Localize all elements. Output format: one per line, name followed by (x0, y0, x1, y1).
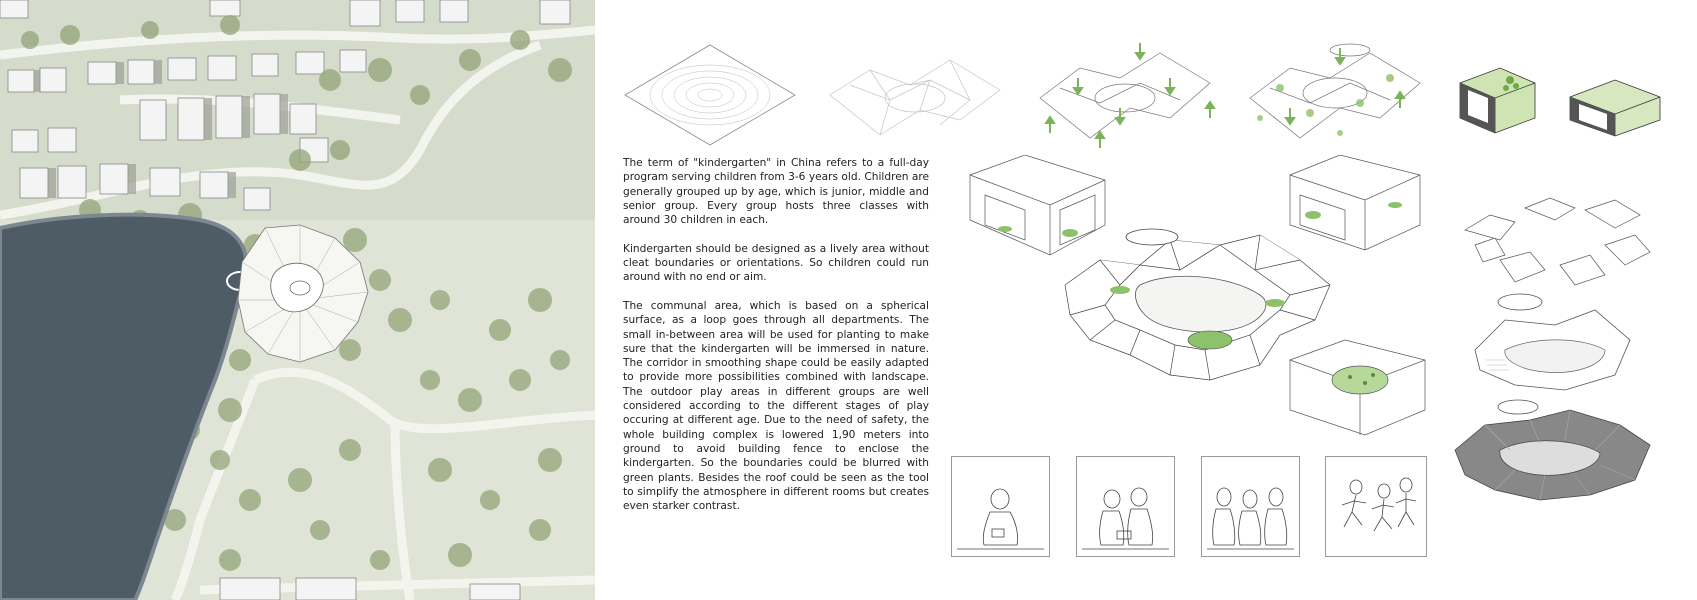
description-paragraph-3: The communal area, which is based on a spherical surface, as a loop goes through all departments. The small in-between area will be used for planting to make sure that the kindergarten will be immersed in nature. The corridor in smoothing shape could be easily adapted to provide more possibilities combined with landscape. The outdoor play areas in different groups are well considered according to the different stages of play occuring at different age. Due to the need of safety, the whole building complex is lowered 1,90 meters into ground to avoid building fence to enclose the kindergarten. So the boundaries could be blurred with green plants. Besides the roof could be seen as the tool to simplify the atmosphere in different rooms but creates even starker contrast. (623, 299, 929, 513)
process-step-roof-grid-diagram (820, 40, 1010, 150)
sketch-frame-children-running (1325, 456, 1427, 557)
classroom-section-block-2 (1565, 72, 1665, 138)
sketch-frame-child-playing-1 (951, 456, 1050, 557)
site-plan-map (0, 0, 595, 600)
sketch-frame-children-playing-2 (1076, 456, 1175, 557)
description-paragraph-2: Kindergarten should be designed as a lively area without cleat boundaries or orientations. So children could run around with no end or aim. (623, 242, 929, 284)
sketch-frame-children-playing-3 (1201, 456, 1300, 557)
description-paragraph-1: The term of "kindergarten" in China refers to a full-day program serving children from 3-6 years old. Children are generally grouped up by age, which is junior, middle and senior group. Every group hosts three classes with around 30 children in each. (623, 157, 929, 227)
cutaway-courtyard (1285, 335, 1430, 440)
exploded-layer-roofs (1455, 190, 1655, 295)
process-step-greenery-diagram (1240, 38, 1430, 150)
classroom-section-block-1 (1450, 58, 1542, 138)
process-step-lowering-diagram (1030, 38, 1220, 150)
exploded-layer-corridor (1465, 290, 1640, 400)
project-description (623, 156, 929, 528)
process-step-sphere-diagram (620, 40, 800, 150)
exploded-layer-ground (1450, 395, 1655, 505)
